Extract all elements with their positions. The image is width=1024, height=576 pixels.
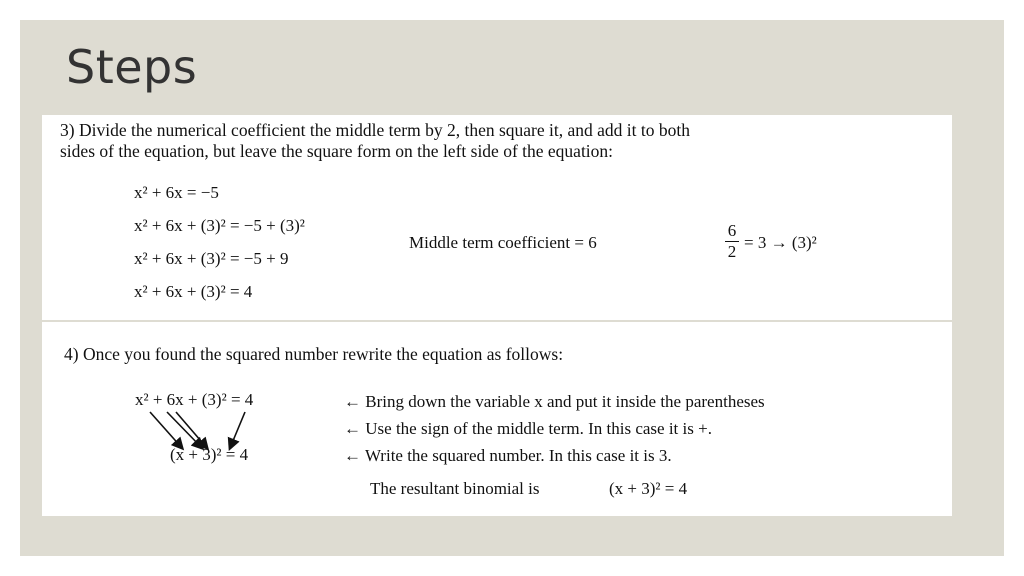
step3-text-line1: 3) Divide the numerical coefficient the middle term by 2, then square it, and add it to both: [60, 120, 690, 140]
step4-equation-top: x² + 6x + (3)² = 4: [135, 390, 254, 409]
step3-equation-4: x² + 6x + (3)² = 4: [134, 282, 253, 301]
arrow-variable-x: [150, 412, 182, 448]
step3-equation-1: x² + 6x = −5: [134, 183, 219, 202]
step4-note-1: ← Bring down the variable x and put it inside the parentheses: [344, 392, 765, 411]
arrow-sign-2: [176, 412, 207, 448]
step4-text: 4) Once you found the squared number rewrite the equation as follows:: [64, 344, 564, 364]
slide-title: Steps: [66, 40, 198, 94]
fraction-denominator: 2: [727, 242, 737, 261]
step3-panel: [42, 115, 952, 320]
result-equation: (x + 3)² = 4: [609, 479, 688, 498]
step4-note-2: ← Use the sign of the middle term. In this case it is +.: [344, 419, 712, 438]
step3-equation-3: x² + 6x + (3)² = −5 + 9: [134, 249, 289, 268]
step4-panel: [42, 322, 952, 516]
arrow-squared-number: [230, 412, 245, 448]
fraction-six-over-two: [725, 222, 739, 261]
result-label: The resultant binomial is: [370, 479, 540, 498]
arrow-sign: [167, 412, 202, 448]
fraction-result: = 3 → (3)²: [744, 233, 817, 252]
step4-equation-bottom: (x + 3)² = 4: [170, 445, 249, 464]
middle-term-note: Middle term coefficient = 6: [409, 233, 597, 252]
step4-note-3: ← Write the squared number. In this case it is 3.: [344, 446, 672, 465]
step3-equation-2: x² + 6x + (3)² = −5 + (3)²: [134, 216, 305, 235]
fraction-numerator: 6: [727, 221, 737, 240]
step3-text-line2: sides of the equation, but leave the square form on the left side of the equation:: [60, 141, 614, 161]
